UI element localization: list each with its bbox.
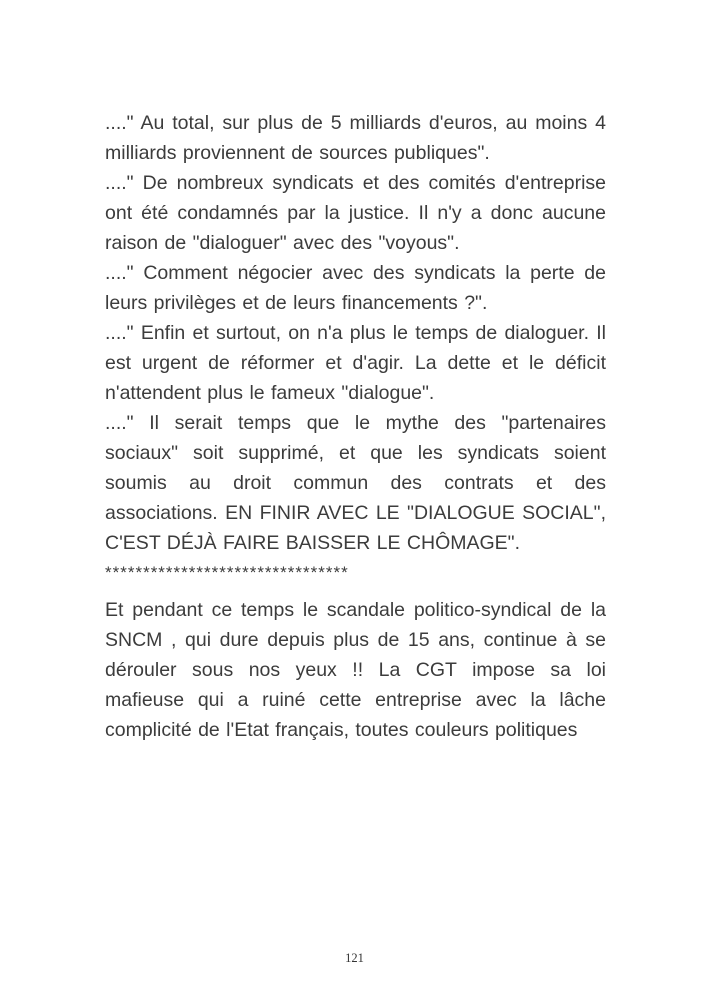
paragraph: Et pendant ce temps le scandale politico-syndical de la SNCM , qui dure depuis plus de 15 ans, continue à se dérouler sous nos yeux !! La CGT impose sa loi mafieuse qui a ruiné cette entreprise avec la lâche complicité de l'Etat français, toutes couleurs politiques: [105, 599, 606, 741]
paragraph: ...." Au total, sur plus de 5 milliards d'euros, au moins 4 milliards proviennent de sources publiques".: [105, 112, 606, 164]
paragraph: ...." Comment négocier avec des syndicats la perte de leurs privilèges et de leurs financements ?".: [105, 262, 606, 314]
paragraph: ...." De nombreux syndicats et des comités d'entreprise ont été condamnés par la justice. Il n'y a donc aucune raison de "dialoguer" avec des "voyous".: [105, 172, 606, 254]
document-page-body: [105, 108, 606, 745]
paragraph: ...." Il serait temps que le mythe des "partenaires sociaux" soit supprimé, et que les syndicats soient soumis au droit commun des contrats et des associations. EN FINIR AVEC LE "DIALOGUE SOCIAL", C'EST DÉJÀ FAIRE BAISSER LE CHÔMAGE".: [105, 412, 606, 554]
asterisk-separator: ********************************: [105, 563, 349, 582]
paragraph: ...." Enfin et surtout, on n'a plus le temps de dialoguer. Il est urgent de réformer et d'agir. La dette et le déficit n'attendent plus le fameux "dialogue".: [105, 322, 606, 404]
page-number: 121: [345, 951, 364, 965]
